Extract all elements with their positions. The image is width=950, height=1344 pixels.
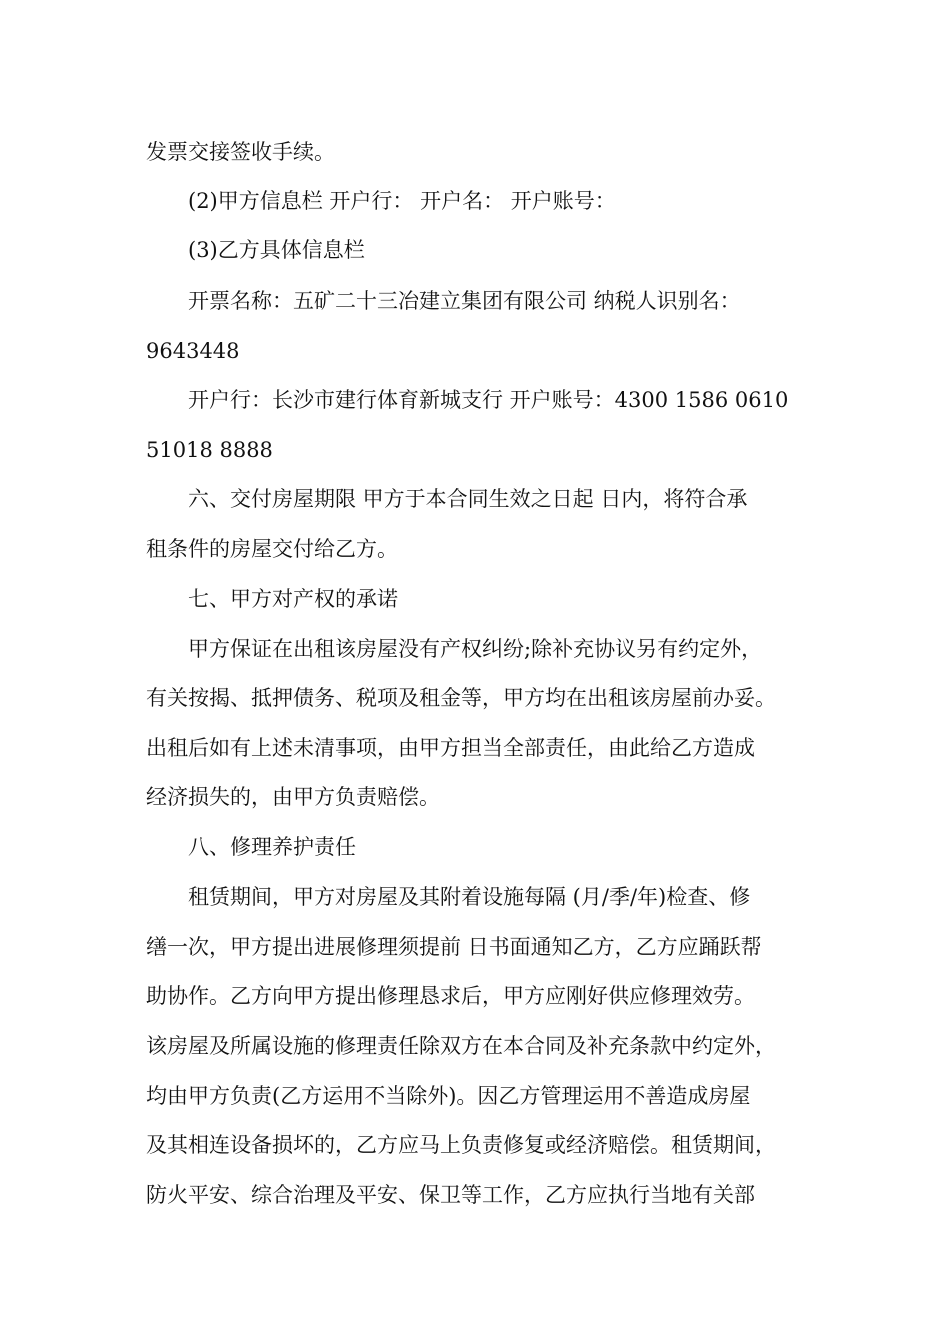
text-line: 开户行：长沙市建行体育新城支行 开户账号：4300 1586 0610 (188, 388, 789, 412)
text-line: 该房屋及所属设施的修理责任除双方在本合同及补充条款中约定外， (146, 1034, 776, 1058)
text-line: 发票交接签收手续。 (146, 140, 335, 164)
text-line: 经济损失的，由甲方负责赔偿。 (146, 785, 440, 809)
text-line: 9643448 (146, 339, 240, 363)
text-line: 开票名称：五矿二十三冶建立集团有限公司 纳税人识别名： (188, 289, 741, 313)
text-line: 七、甲方对产权的承诺 (188, 587, 398, 611)
text-line: 租条件的房屋交付给乙方。 (146, 537, 398, 561)
text-line: 防火平安、综合治理及平安、保卫等工作，乙方应执行当地有关部 (146, 1183, 755, 1207)
text-line: 甲方保证在出租该房屋没有产权纠纷;除补充协议另有约定外， (188, 637, 763, 661)
text-line: 六、交付房屋期限 甲方于本合同生效之日起 日内，将符合承 (188, 487, 748, 511)
text-line: 均由甲方负责(乙方运用不当除外)。因乙方管理运用不善造成房屋 (146, 1084, 751, 1108)
text-line: (2)甲方信息栏 开户行： 开户名： 开户账号： (188, 189, 616, 213)
text-line: (3)乙方具体信息栏 (188, 238, 365, 262)
text-line: 缮一次，甲方提出进展修理须提前 日书面通知乙方，乙方应踊跃帮 (146, 935, 762, 959)
text-line: 助协作。乙方向甲方提出修理恳求后，甲方应刚好供应修理效劳。 (146, 984, 755, 1008)
text-line: 租赁期间，甲方对房屋及其附着设施每隔 (月/季/年)检查、修 (188, 885, 751, 909)
text-line: 及其相连设备损坏的，乙方应马上负责修复或经济赔偿。租赁期间， (146, 1133, 776, 1157)
text-line: 八、修理养护责任 (188, 835, 356, 859)
text-line: 有关按揭、抵押债务、税项及租金等，甲方均在出租该房屋前办妥。 (146, 686, 776, 710)
text-line: 51018 8888 (146, 438, 273, 462)
text-line: 出租后如有上述未清事项，由甲方担当全部责任，由此给乙方造成 (146, 736, 755, 760)
